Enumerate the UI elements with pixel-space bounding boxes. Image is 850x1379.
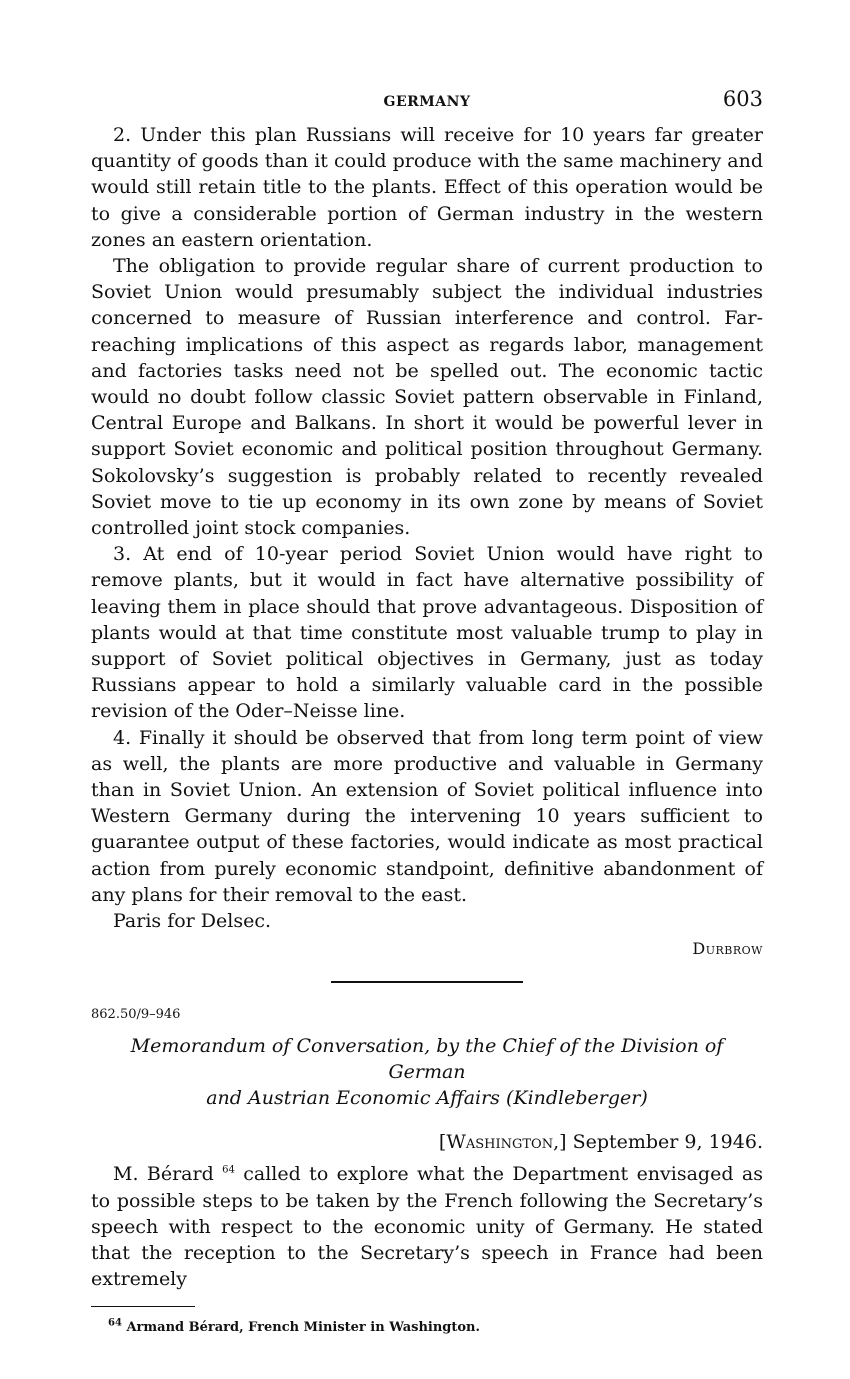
page-number: 603 [722, 87, 763, 111]
memo-title [91, 1033, 763, 1111]
memo-rest: called to explore what the Department envisaged as to possible steps to be taken by the French following the Secretary’s speech with respect to the economic unity of Germany. He stated that the reception to the Secretary’s speech in France had been extremely [91, 1163, 763, 1291]
document-page [91, 82, 763, 1337]
paragraph-4: 4. Finally it should be observed that from long term point of view as well, the plants are more productive and valuable in Germany than in Soviet Union. An extension of Soviet political influence into Western Germany during the intervening 10 years sufficient to guarantee output of these factories, would indicate as most practical action from purely economic standpoint, definitive abandonment of any plans for their removal to the east. [91, 726, 763, 906]
file-number: 862.50/9–946 [91, 1007, 181, 1023]
paragraph-2: 2. Under this plan Russians will receive for 10 years far greater quantity of goods than it could produce with the same machinery and would still retain title to the plants. Effect of this operation would be to give a considerable portion of German industry in the western zones an eastern orientation. [91, 124, 763, 251]
memo-body [91, 1161, 763, 1292]
footnote-marker: 64 [108, 1317, 122, 1329]
footnote-reference: 64 [222, 1164, 235, 1176]
telegram-body [91, 122, 763, 934]
memo-paragraph [91, 1161, 763, 1292]
memo-lead: M. Bérard [113, 1163, 214, 1186]
footnote [91, 1319, 763, 1337]
paragraph-obligation: The obligation to provide regular share of current production to Soviet Union would presumably subject the individual industries concerned to measure of Russian interference and control. Far-reaching implications of this aspect as regards labor, management and factories tasks need not be spelled out. The economic tactic would no doubt follow classic Soviet pattern observable in Finland, Central Europe and Balkans. In short it would be powerful lever in support Soviet economic and political position throughout Germany. Sokolovsky’s suggestion is probably related to recently revealed Soviet move to tie up economy in its own zone by means of Soviet controlled joint stock companies. [91, 255, 763, 540]
running-title: GERMANY [383, 94, 471, 110]
footnote-text: Armand Bérard, French Minister in Washington. [126, 1320, 481, 1336]
signature: Durbrow [692, 939, 763, 959]
dateline-date: September 9, 1946. [572, 1131, 763, 1154]
memo-title-line-2: and Austrian Economic Affairs (Kindleberger) [206, 1087, 648, 1110]
dateline [91, 1129, 763, 1155]
dateline-place: [Washington,] [438, 1131, 567, 1154]
footnote-rule [91, 1306, 195, 1307]
memo-title-line-1: Memorandum of Conversation, by the Chief of the Division of German [130, 1035, 724, 1084]
section-divider [331, 981, 523, 983]
paragraph-paris: Paris for Delsec. [113, 910, 272, 933]
paragraph-3: 3. At end of 10-year period Soviet Union would have right to remove plants, but it would in fact have alternative possibility of leaving them in place should that prove advantageous. Disposition of plants would at that time constitute most valuable trump to play in support of Soviet political objectives in Germany, just as today Russians appear to hold a similarly valuable card in the possible revision of the Oder–Neisse line. [91, 543, 763, 723]
running-head [91, 82, 763, 122]
